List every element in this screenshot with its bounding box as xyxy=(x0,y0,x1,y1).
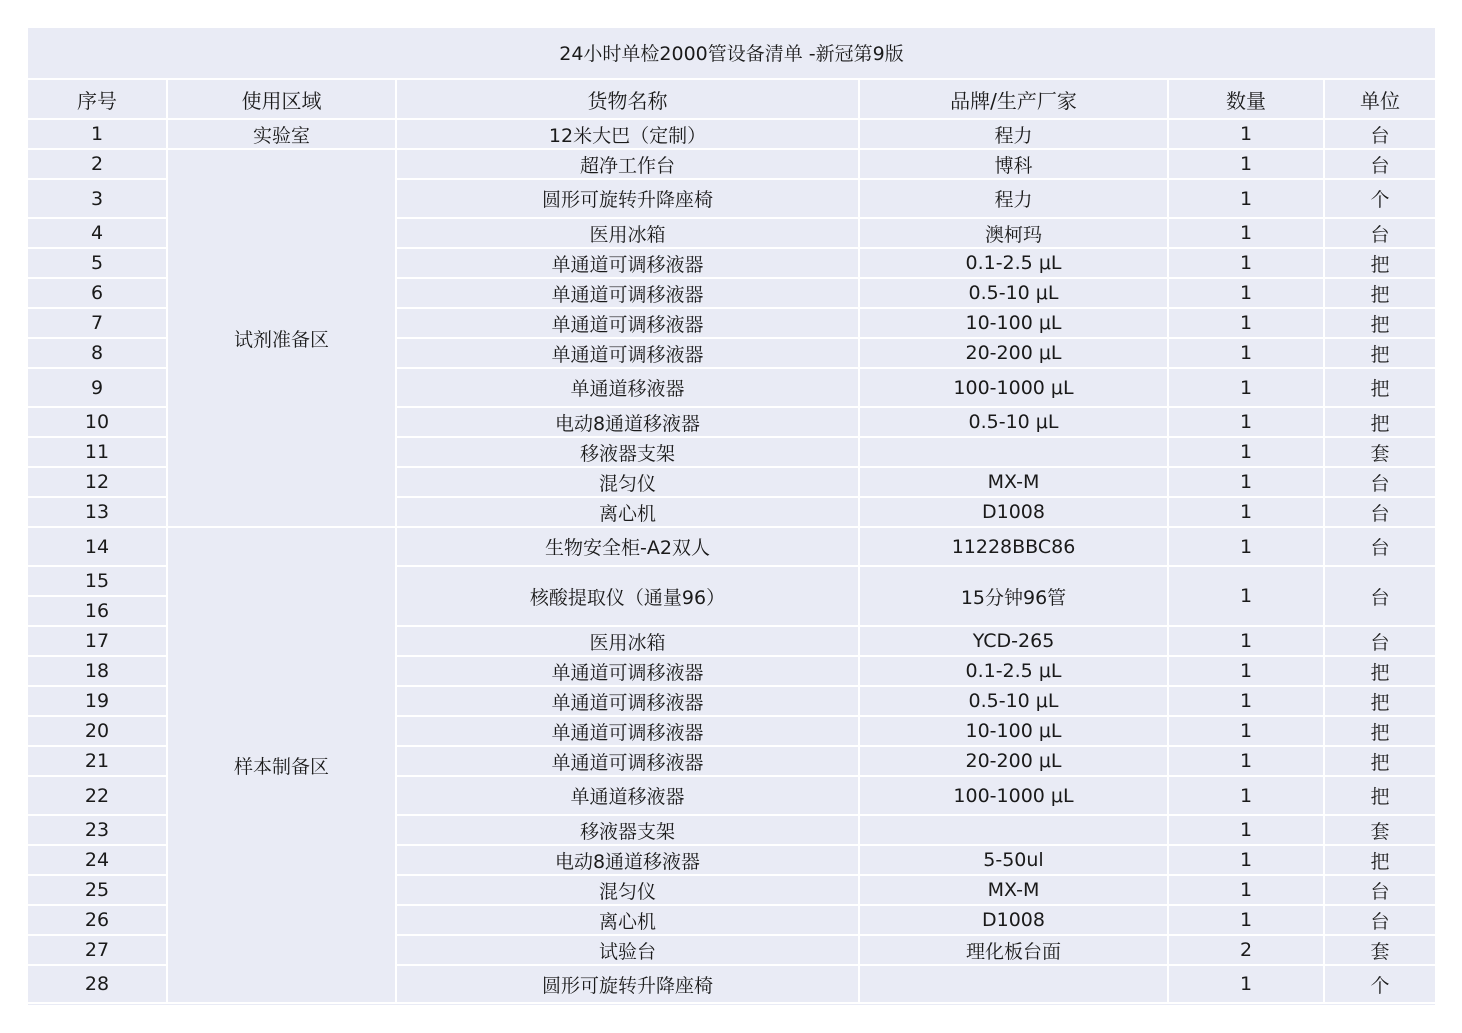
item-brand-cell: 程力 xyxy=(860,120,1169,150)
item-unit-cell: 把 xyxy=(1325,777,1435,816)
item-name-cell: 12米大巴（定制） xyxy=(397,120,860,150)
item-qty-cell: 1 xyxy=(1169,498,1325,528)
item-unit-cell: 把 xyxy=(1325,717,1435,747)
item-qty-cell: 1 xyxy=(1169,747,1325,777)
header-unit: 单位 xyxy=(1325,80,1435,120)
item-brand-cell: 0.5-10 μL xyxy=(860,279,1169,309)
item-name-cell: 试验台 xyxy=(397,936,860,966)
item-name-cell: 超净工作台 xyxy=(397,150,860,180)
header-name: 货物名称 xyxy=(397,80,860,120)
item-unit-cell: 个 xyxy=(1325,180,1435,219)
item-name-cell: 单通道可调移液器 xyxy=(397,717,860,747)
item-qty-cell: 1 xyxy=(1169,249,1325,279)
item-name-cell: 单通道移液器 xyxy=(397,777,860,816)
item-qty-cell: 1 xyxy=(1169,150,1325,180)
item-brand-cell: 10-100 μL xyxy=(860,717,1169,747)
seq-cell: 9 xyxy=(28,369,168,408)
item-qty-cell: 1 xyxy=(1169,408,1325,438)
item-unit-cell: 把 xyxy=(1325,309,1435,339)
item-qty-cell: 1 xyxy=(1169,567,1325,627)
item-brand-cell: 0.1-2.5 μL xyxy=(860,249,1169,279)
seq-cell: 15 xyxy=(28,567,168,597)
item-name-cell: 电动8通道移液器 xyxy=(397,408,860,438)
item-unit-cell: 台 xyxy=(1325,120,1435,150)
item-unit-cell: 把 xyxy=(1325,339,1435,369)
item-name-cell: 圆形可旋转升降座椅 xyxy=(397,180,860,219)
item-unit-cell: 台 xyxy=(1325,468,1435,498)
item-brand-cell xyxy=(860,816,1169,846)
header-brand: 品牌/生产厂家 xyxy=(860,80,1169,120)
seq-cell: 3 xyxy=(28,180,168,219)
item-unit-cell: 把 xyxy=(1325,846,1435,876)
item-unit-cell: 台 xyxy=(1325,498,1435,528)
item-name-cell: 单通道可调移液器 xyxy=(397,279,860,309)
item-name-cell: 离心机 xyxy=(397,498,860,528)
seq-cell: 13 xyxy=(28,498,168,528)
item-unit-cell: 台 xyxy=(1325,627,1435,657)
seq-cell: 17 xyxy=(28,627,168,657)
item-name-cell: 移液器支架 xyxy=(397,438,860,468)
seq-cell: 12 xyxy=(28,468,168,498)
item-brand-cell: D1008 xyxy=(860,498,1169,528)
header-area: 使用区域 xyxy=(168,80,397,120)
item-unit-cell: 把 xyxy=(1325,747,1435,777)
item-brand-cell: 0.5-10 μL xyxy=(860,408,1169,438)
item-unit-cell: 套 xyxy=(1325,816,1435,846)
seq-cell: 22 xyxy=(28,777,168,816)
item-brand-cell: D1008 xyxy=(860,906,1169,936)
item-name-cell: 电动8通道移液器 xyxy=(397,846,860,876)
item-brand-cell: 11228BBC86 xyxy=(860,528,1169,567)
item-qty-cell: 1 xyxy=(1169,687,1325,717)
item-brand-cell: 20-200 μL xyxy=(860,747,1169,777)
item-name-cell: 单通道可调移液器 xyxy=(397,687,860,717)
seq-cell: 2 xyxy=(28,150,168,180)
item-name-cell: 医用冰箱 xyxy=(397,219,860,249)
item-brand-cell: MX-M xyxy=(860,876,1169,906)
item-brand-cell xyxy=(860,966,1169,1004)
item-name-cell: 单通道可调移液器 xyxy=(397,657,860,687)
item-unit-cell: 套 xyxy=(1325,936,1435,966)
item-name-cell: 生物安全柜-A2双人 xyxy=(397,528,860,567)
seq-cell: 18 xyxy=(28,657,168,687)
seq-cell: 14 xyxy=(28,528,168,567)
item-brand-cell: 20-200 μL xyxy=(860,339,1169,369)
seq-cell: 19 xyxy=(28,687,168,717)
item-unit-cell: 台 xyxy=(1325,219,1435,249)
item-name-cell: 单通道可调移液器 xyxy=(397,339,860,369)
seq-cell: 1 xyxy=(28,120,168,150)
item-unit-cell: 台 xyxy=(1325,528,1435,567)
item-qty-cell: 1 xyxy=(1169,528,1325,567)
item-name-cell: 单通道移液器 xyxy=(397,369,860,408)
item-brand-cell: 5-50ul xyxy=(860,846,1169,876)
item-qty-cell: 1 xyxy=(1169,846,1325,876)
seq-cell: 21 xyxy=(28,747,168,777)
item-qty-cell: 1 xyxy=(1169,777,1325,816)
item-unit-cell: 台 xyxy=(1325,567,1435,627)
item-qty-cell: 1 xyxy=(1169,339,1325,369)
item-brand-cell: 100-1000 μL xyxy=(860,369,1169,408)
item-qty-cell: 1 xyxy=(1169,876,1325,906)
area-cell-sample: 样本制备区 xyxy=(168,528,397,1004)
item-name-cell: 混匀仪 xyxy=(397,468,860,498)
item-unit-cell: 把 xyxy=(1325,279,1435,309)
item-qty-cell: 1 xyxy=(1169,120,1325,150)
item-unit-cell: 把 xyxy=(1325,657,1435,687)
item-unit-cell: 套 xyxy=(1325,438,1435,468)
item-unit-cell: 台 xyxy=(1325,906,1435,936)
item-brand-cell: MX-M xyxy=(860,468,1169,498)
item-brand-cell: 博科 xyxy=(860,150,1169,180)
seq-cell: 6 xyxy=(28,279,168,309)
seq-cell: 23 xyxy=(28,816,168,846)
seq-cell: 8 xyxy=(28,339,168,369)
item-qty-cell: 1 xyxy=(1169,279,1325,309)
seq-cell: 11 xyxy=(28,438,168,468)
item-brand-cell: 15分钟96管 xyxy=(860,567,1169,627)
seq-cell: 20 xyxy=(28,717,168,747)
item-unit-cell: 把 xyxy=(1325,249,1435,279)
item-brand-cell: YCD-265 xyxy=(860,627,1169,657)
item-qty-cell: 1 xyxy=(1169,966,1325,1004)
sheet-title: 24小时单检2000管设备清单 -新冠第9版 xyxy=(28,28,1435,80)
item-qty-cell: 1 xyxy=(1169,180,1325,219)
item-qty-cell: 1 xyxy=(1169,438,1325,468)
item-name-cell: 移液器支架 xyxy=(397,816,860,846)
item-unit-cell: 个 xyxy=(1325,966,1435,1004)
item-name-cell: 医用冰箱 xyxy=(397,627,860,657)
item-qty-cell: 2 xyxy=(1169,936,1325,966)
equipment-sheet xyxy=(28,28,1435,1005)
item-brand-cell: 10-100 μL xyxy=(860,309,1169,339)
item-brand-cell: 100-1000 μL xyxy=(860,777,1169,816)
item-qty-cell: 1 xyxy=(1169,717,1325,747)
item-name-cell: 单通道可调移液器 xyxy=(397,309,860,339)
item-unit-cell: 把 xyxy=(1325,687,1435,717)
item-unit-cell: 台 xyxy=(1325,876,1435,906)
item-unit-cell: 把 xyxy=(1325,369,1435,408)
item-brand-cell: 0.5-10 μL xyxy=(860,687,1169,717)
item-qty-cell: 1 xyxy=(1169,906,1325,936)
item-qty-cell: 1 xyxy=(1169,816,1325,846)
item-qty-cell: 1 xyxy=(1169,219,1325,249)
seq-cell: 16 xyxy=(28,597,168,627)
seq-cell: 27 xyxy=(28,936,168,966)
item-name-cell: 核酸提取仪（通量96） xyxy=(397,567,860,627)
item-brand-cell: 澳柯玛 xyxy=(860,219,1169,249)
item-unit-cell: 把 xyxy=(1325,408,1435,438)
seq-cell: 26 xyxy=(28,906,168,936)
item-brand-cell: 0.1-2.5 μL xyxy=(860,657,1169,687)
item-qty-cell: 1 xyxy=(1169,369,1325,408)
seq-cell: 25 xyxy=(28,876,168,906)
area-cell-reagent: 试剂准备区 xyxy=(168,150,397,528)
item-name-cell: 单通道可调移液器 xyxy=(397,747,860,777)
item-name-cell: 单通道可调移液器 xyxy=(397,249,860,279)
item-brand-cell: 理化板台面 xyxy=(860,936,1169,966)
header-qty: 数量 xyxy=(1169,80,1325,120)
item-qty-cell: 1 xyxy=(1169,657,1325,687)
seq-cell: 10 xyxy=(28,408,168,438)
item-unit-cell: 台 xyxy=(1325,150,1435,180)
item-name-cell: 离心机 xyxy=(397,906,860,936)
item-name-cell: 混匀仪 xyxy=(397,876,860,906)
area-cell-lab: 实验室 xyxy=(168,120,397,150)
item-qty-cell: 1 xyxy=(1169,309,1325,339)
equipment-table xyxy=(28,80,1435,1005)
seq-cell: 28 xyxy=(28,966,168,1004)
item-brand-cell: 程力 xyxy=(860,180,1169,219)
item-name-cell: 圆形可旋转升降座椅 xyxy=(397,966,860,1004)
seq-cell: 4 xyxy=(28,219,168,249)
item-brand-cell xyxy=(860,438,1169,468)
item-qty-cell: 1 xyxy=(1169,468,1325,498)
seq-cell: 7 xyxy=(28,309,168,339)
header-seq: 序号 xyxy=(28,80,168,120)
item-qty-cell: 1 xyxy=(1169,627,1325,657)
seq-cell: 24 xyxy=(28,846,168,876)
seq-cell: 5 xyxy=(28,249,168,279)
